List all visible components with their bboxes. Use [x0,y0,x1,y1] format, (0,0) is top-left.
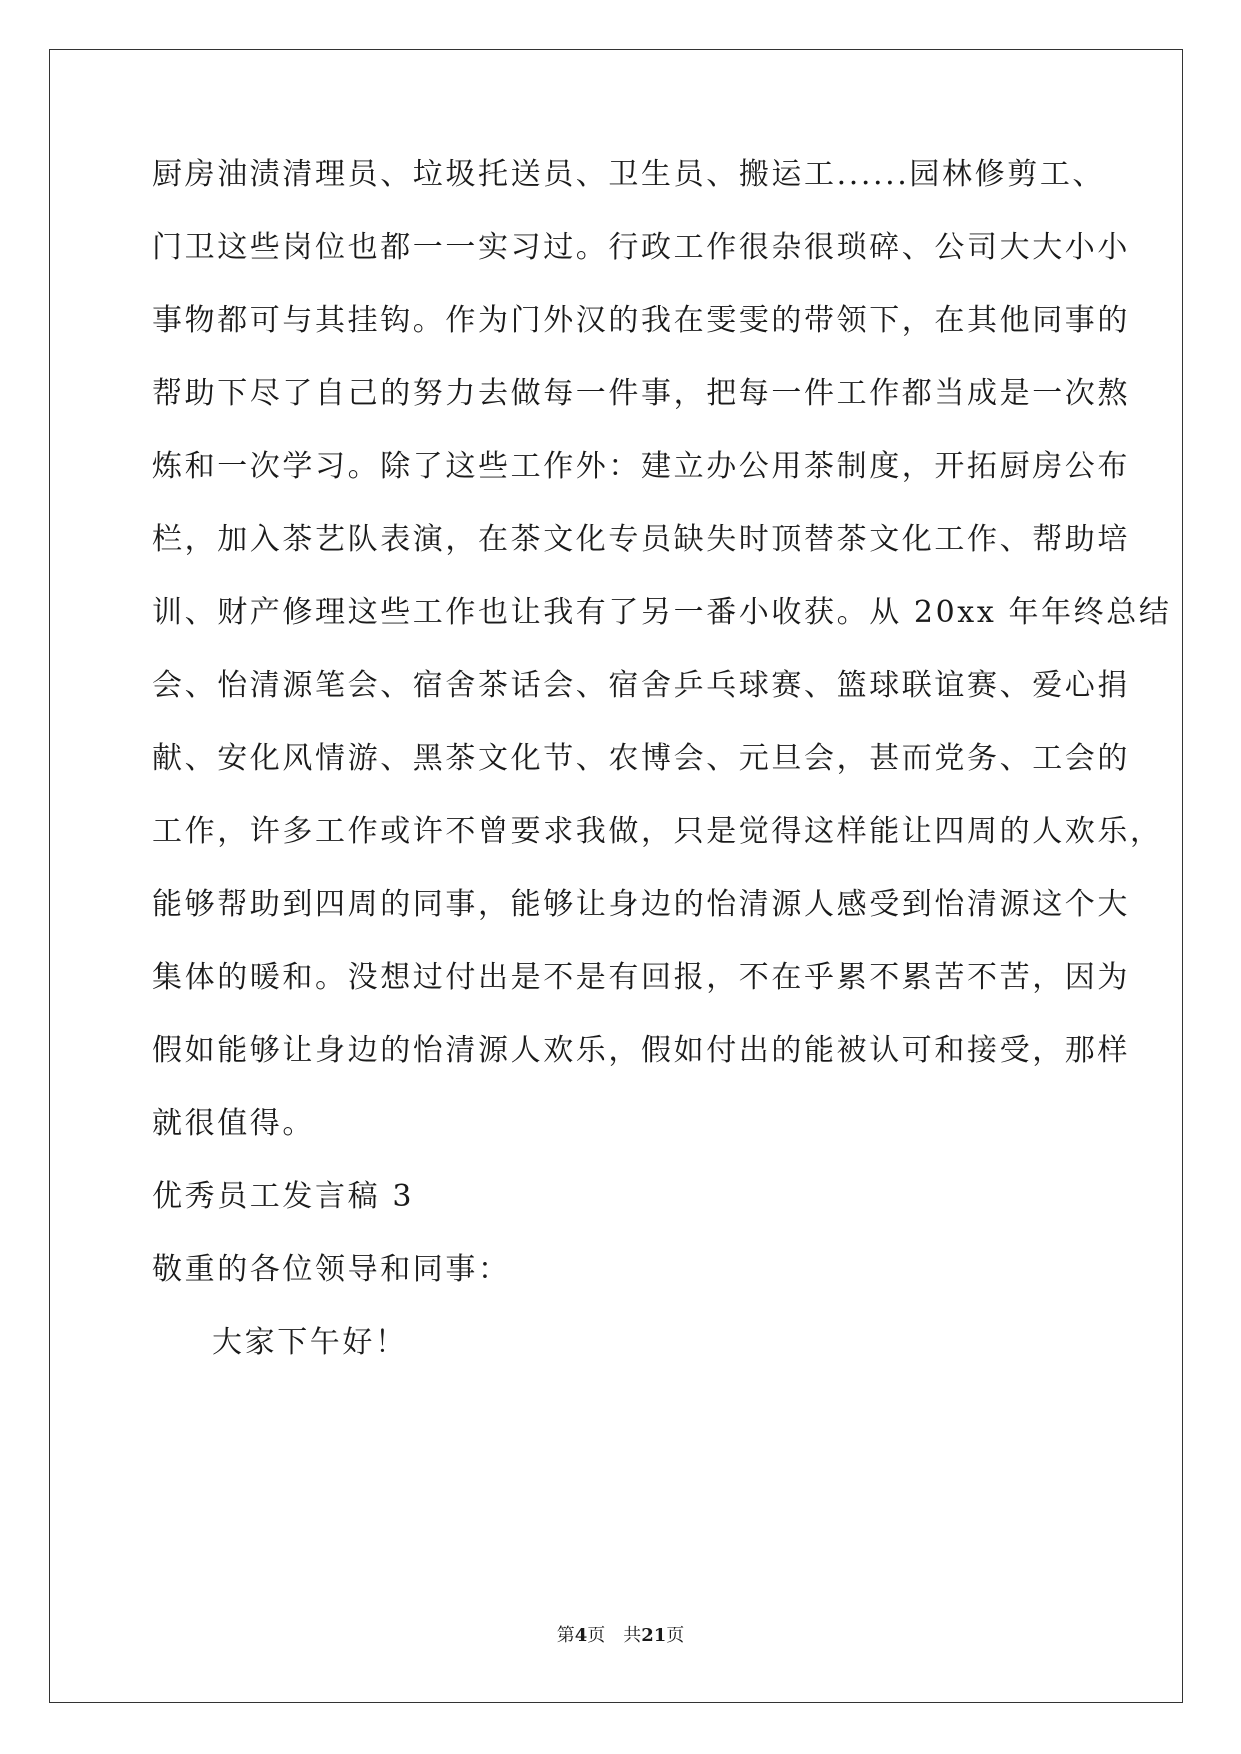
body-line-14: 就很值得。 [152,1106,315,1141]
body-line-4: 帮助下尽了自己的努力去做每一件事，把每一件工作都当成是一次熬 [152,376,1130,411]
body-line-6: 栏，加入茶艺队表演，在茶文化专员缺失时顶替茶文化工作、帮助培 [152,522,1130,557]
greeting: 大家下午好！ [212,1325,408,1360]
body-line-11: 能够帮助到四周的同事，能够让身边的怡清源人感受到怡清源这个大 [152,887,1130,922]
body-line-8: 会、怡清源笔会、宿舍茶话会、宿舍乒乓球赛、篮球联谊赛、爱心捐 [152,668,1130,703]
body-line-1: 厨房油渍清理员、垃圾托送员、卫生员、搬运工......园林修剪工、 [152,157,1106,192]
footer-total-prefix: 共 [623,1625,642,1646]
salutation: 敬重的各位领导和同事： [152,1252,511,1287]
footer-page-prefix: 第 [556,1625,575,1646]
body-line-10: 工作，许多工作或许不曾要求我做，只是觉得这样能让四周的人欢乐， [152,814,1163,849]
page-border [49,49,1183,1703]
body-line-13: 假如能够让身边的怡清源人欢乐，假如付出的能被认可和接受，那样 [152,1033,1130,1068]
body-line-2: 门卫这些岗位也都一一实习过。行政工作很杂很琐碎、公司大大小小 [152,230,1130,265]
section-heading: 优秀员工发言稿 3 [152,1179,415,1214]
footer-page-number: 4 [574,1625,588,1646]
page-footer [0,1624,1241,1648]
body-line-12: 集体的暖和。没想过付出是不是有回报，不在乎累不累苦不苦，因为 [152,960,1130,995]
footer-total-pages: 21 [641,1625,667,1646]
footer-total-suffix: 页 [666,1625,685,1646]
footer-page-suffix: 页 [587,1625,606,1646]
body-line-7: 训、财产修理这些工作也让我有了另一番小收获。从 20xx 年年终总结 [152,595,1172,630]
body-line-3: 事物都可与其挂钩。作为门外汉的我在雯雯的带领下，在其他同事的 [152,303,1130,338]
body-line-9: 献、安化风情游、黑茶文化节、农博会、元旦会，甚而党务、工会的 [152,741,1130,776]
body-line-5: 炼和一次学习。除了这些工作外：建立办公用茶制度，开拓厨房公布 [152,449,1130,484]
